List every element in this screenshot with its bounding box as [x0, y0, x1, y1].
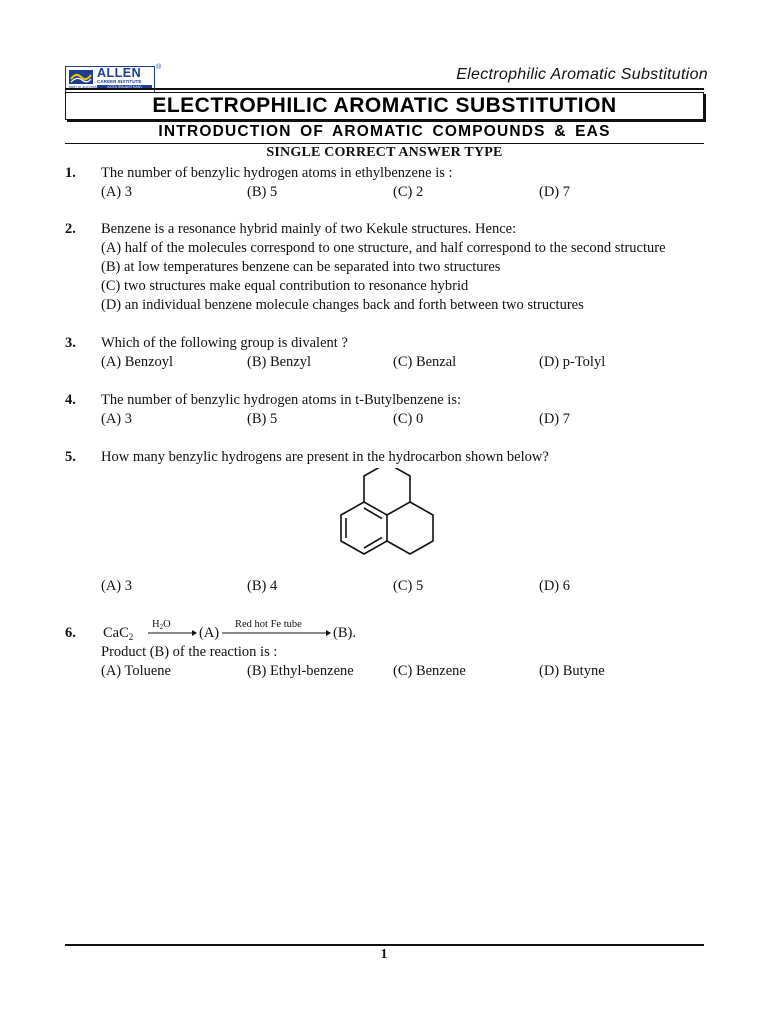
- option-a: (A) 3: [101, 184, 133, 200]
- section-heading: SINGLE CORRECT ANSWER TYPE: [266, 145, 503, 160]
- option-a: (A) Toluene: [101, 663, 171, 679]
- option-b: (B) 5: [247, 184, 278, 200]
- option-d: (D) an individual benzene molecule changes back and forth between two structures: [101, 297, 584, 313]
- reaction-arrow-icon: [222, 628, 332, 638]
- question-number: 3.: [65, 335, 76, 351]
- option-b: (B) Benzyl: [247, 354, 312, 370]
- header-rule: [65, 88, 704, 90]
- option-a: (A) 3: [101, 411, 133, 427]
- question-number: 1.: [65, 165, 76, 181]
- option-c: (C) two structures make equal contribution to resonance hybrid: [101, 278, 469, 294]
- question-text: Which of the following group is divalent ?: [101, 335, 348, 351]
- registered-mark: ®: [156, 64, 162, 71]
- option-a: (A) Benzoyl: [101, 354, 174, 370]
- option-d: (D) 7: [539, 411, 571, 427]
- option-c: (C) 2: [393, 184, 424, 200]
- page-title: ELECTROPHILIC AROMATIC SUBSTITUTION: [152, 94, 617, 117]
- question-text: Product (B) of the reaction is :: [101, 644, 278, 660]
- question-number: 6.: [65, 625, 76, 641]
- option-d: (D) p-Tolyl: [539, 354, 606, 370]
- page-number: 1: [380, 947, 388, 962]
- logo-tagline: path to success: [69, 84, 97, 89]
- option-a: (A) 3: [101, 578, 133, 594]
- option-d: (D) 6: [539, 578, 571, 594]
- reaction-intermediate: (A): [199, 625, 220, 641]
- question-number: 5.: [65, 449, 76, 465]
- option-b: (B) 4: [247, 578, 278, 594]
- option-c: (C) Benzal: [393, 354, 457, 370]
- reagent-red-hot-fe-tube: Red hot Fe tube: [235, 619, 302, 630]
- question-text: The number of benzylic hydrogen atoms in t-Butylbenzene is:: [101, 392, 461, 408]
- reaction-product: (B).: [333, 625, 356, 641]
- reaction-reactant: CaC$_2$: [103, 625, 134, 642]
- option-c: (C) 0: [393, 411, 424, 427]
- option-c: (C) 5: [393, 578, 424, 594]
- option-a: (A) half of the molecules correspond to one structure, and half correspond to the second structure: [101, 240, 666, 256]
- running-header: Electrophilic Aromatic Substitution: [456, 66, 708, 83]
- option-b: (B) Ethyl-benzene: [247, 663, 354, 679]
- logo-city: KOTA (RAJASTHAN): [97, 85, 152, 90]
- title-box: [65, 92, 704, 120]
- hydrocarbon-structure-diagram: [335, 468, 435, 574]
- page-subtitle: INTRODUCTION OF AROMATIC COMPOUNDS & EAS: [158, 123, 611, 140]
- question-text: How many benzylic hydrogens are present in the hydrocarbon shown below?: [101, 449, 549, 465]
- logo-brand: ALLEN: [97, 66, 142, 80]
- question-text: The number of benzylic hydrogen atoms in ethylbenzene is :: [101, 165, 453, 181]
- reagent-water: $H_2O$: [152, 619, 171, 631]
- option-b: (B) at low temperatures benzene can be separated into two structures: [101, 259, 501, 275]
- option-b: (B) 5: [247, 411, 278, 427]
- option-c: (C) Benzene: [393, 663, 466, 679]
- logo-wave-icon: [69, 70, 93, 84]
- option-d: (D) Butyne: [539, 663, 605, 679]
- question-number: 2.: [65, 221, 76, 237]
- reaction-arrow-icon: [148, 628, 198, 638]
- option-d: (D) 7: [539, 184, 571, 200]
- logo-subtitle: CAREER INSTITUTE: [97, 79, 142, 84]
- question-number: 4.: [65, 392, 76, 408]
- question-text: Benzene is a resonance hybrid mainly of two Kekule structures. Hence:: [101, 221, 517, 237]
- footer-rule: [65, 944, 704, 946]
